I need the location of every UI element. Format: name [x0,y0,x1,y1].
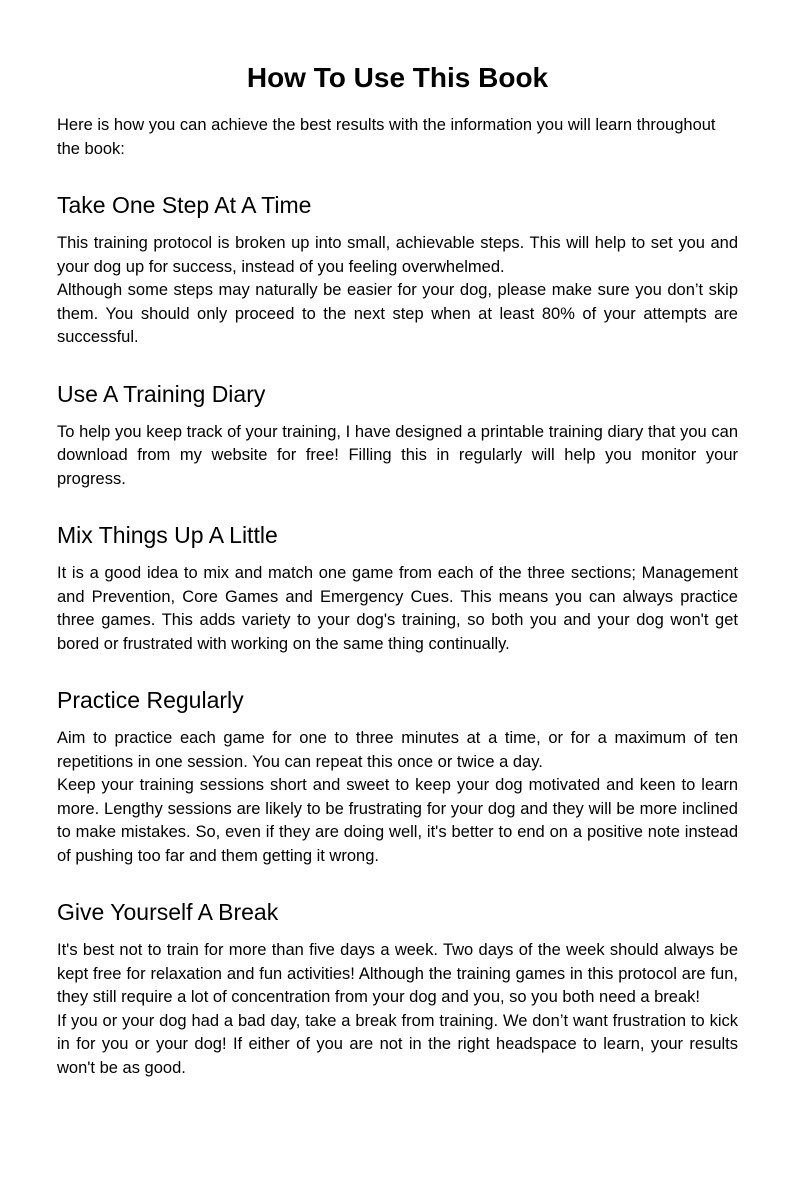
section-mix-things-up [57,522,738,656]
intro-paragraph: Here is how you can achieve the best results with the information you will learn throughout the book: [57,116,716,158]
section-training-diary [57,381,738,492]
section-give-yourself-a-break [57,899,738,1080]
body-paragraph: Keep your training sessions short and sweet to keep your dog motivated and keen to learn more. Lengthy sessions are likely to be frustrating for your dog and they will be more inclined to make mistakes. So, even if they are doing well, it's better to end on a positive note instead of pushing too far and them getting it wrong. [57,776,738,865]
body-paragraph: Aim to practice each game for one to three minutes at a time, or for a maximum of ten repetitions in one session. You can repeat this once or twice a day. [57,729,738,771]
section-practice-regularly [57,687,738,868]
section-heading-training-diary: Use A Training Diary [57,380,266,407]
body-paragraph: It's best not to train for more than five days a week. Two days of the week should always be kept free for relaxation and fun activities! Although the training games in this protocol are fun, they still require a lot of concentration from your dog and you, so you both need a break! [57,941,738,1006]
page-title: How To Use This Book [246,62,549,93]
body-paragraph: To help you keep track of your training, I have designed a printable training diary that you can download from my website for free! Filling this in regularly will help you monitor your progress. [57,422,738,488]
body-paragraph: Although some steps may naturally be easier for your dog, please make sure you don’t skip them. You should only proceed to the next step when at least 80% of your attempts are successful. [57,281,738,346]
section-heading-mix-things-up: Mix Things Up A Little [57,522,278,548]
section-heading-practice-regularly: Practice Regularly [57,687,244,713]
section-take-one-step [57,192,738,350]
section-heading-take-one-step: Take One Step At A Time [57,192,312,218]
body-paragraph: If you or your dog had a bad day, take a break from training. We don’t want frustration to kick in for you or your dog! If either of you are not in the right headspace to learn, your results won't be as good. [57,1011,738,1077]
body-paragraph: This training protocol is broken up into small, achievable steps. This will help to set you and your dog up for success, instead of you feeling overwhelmed. [57,234,738,276]
body-paragraph: It is a good idea to mix and match one game from each of the three sections; Management and Prevention, Core Games and Emergency Cues. This means you can always practice three games. This adds variety to your dog's training, so both you and your dog won't get bored or frustrated with working on the same thing continually. [57,564,738,653]
section-heading-give-yourself-a-break: Give Yourself A Break [57,899,279,925]
